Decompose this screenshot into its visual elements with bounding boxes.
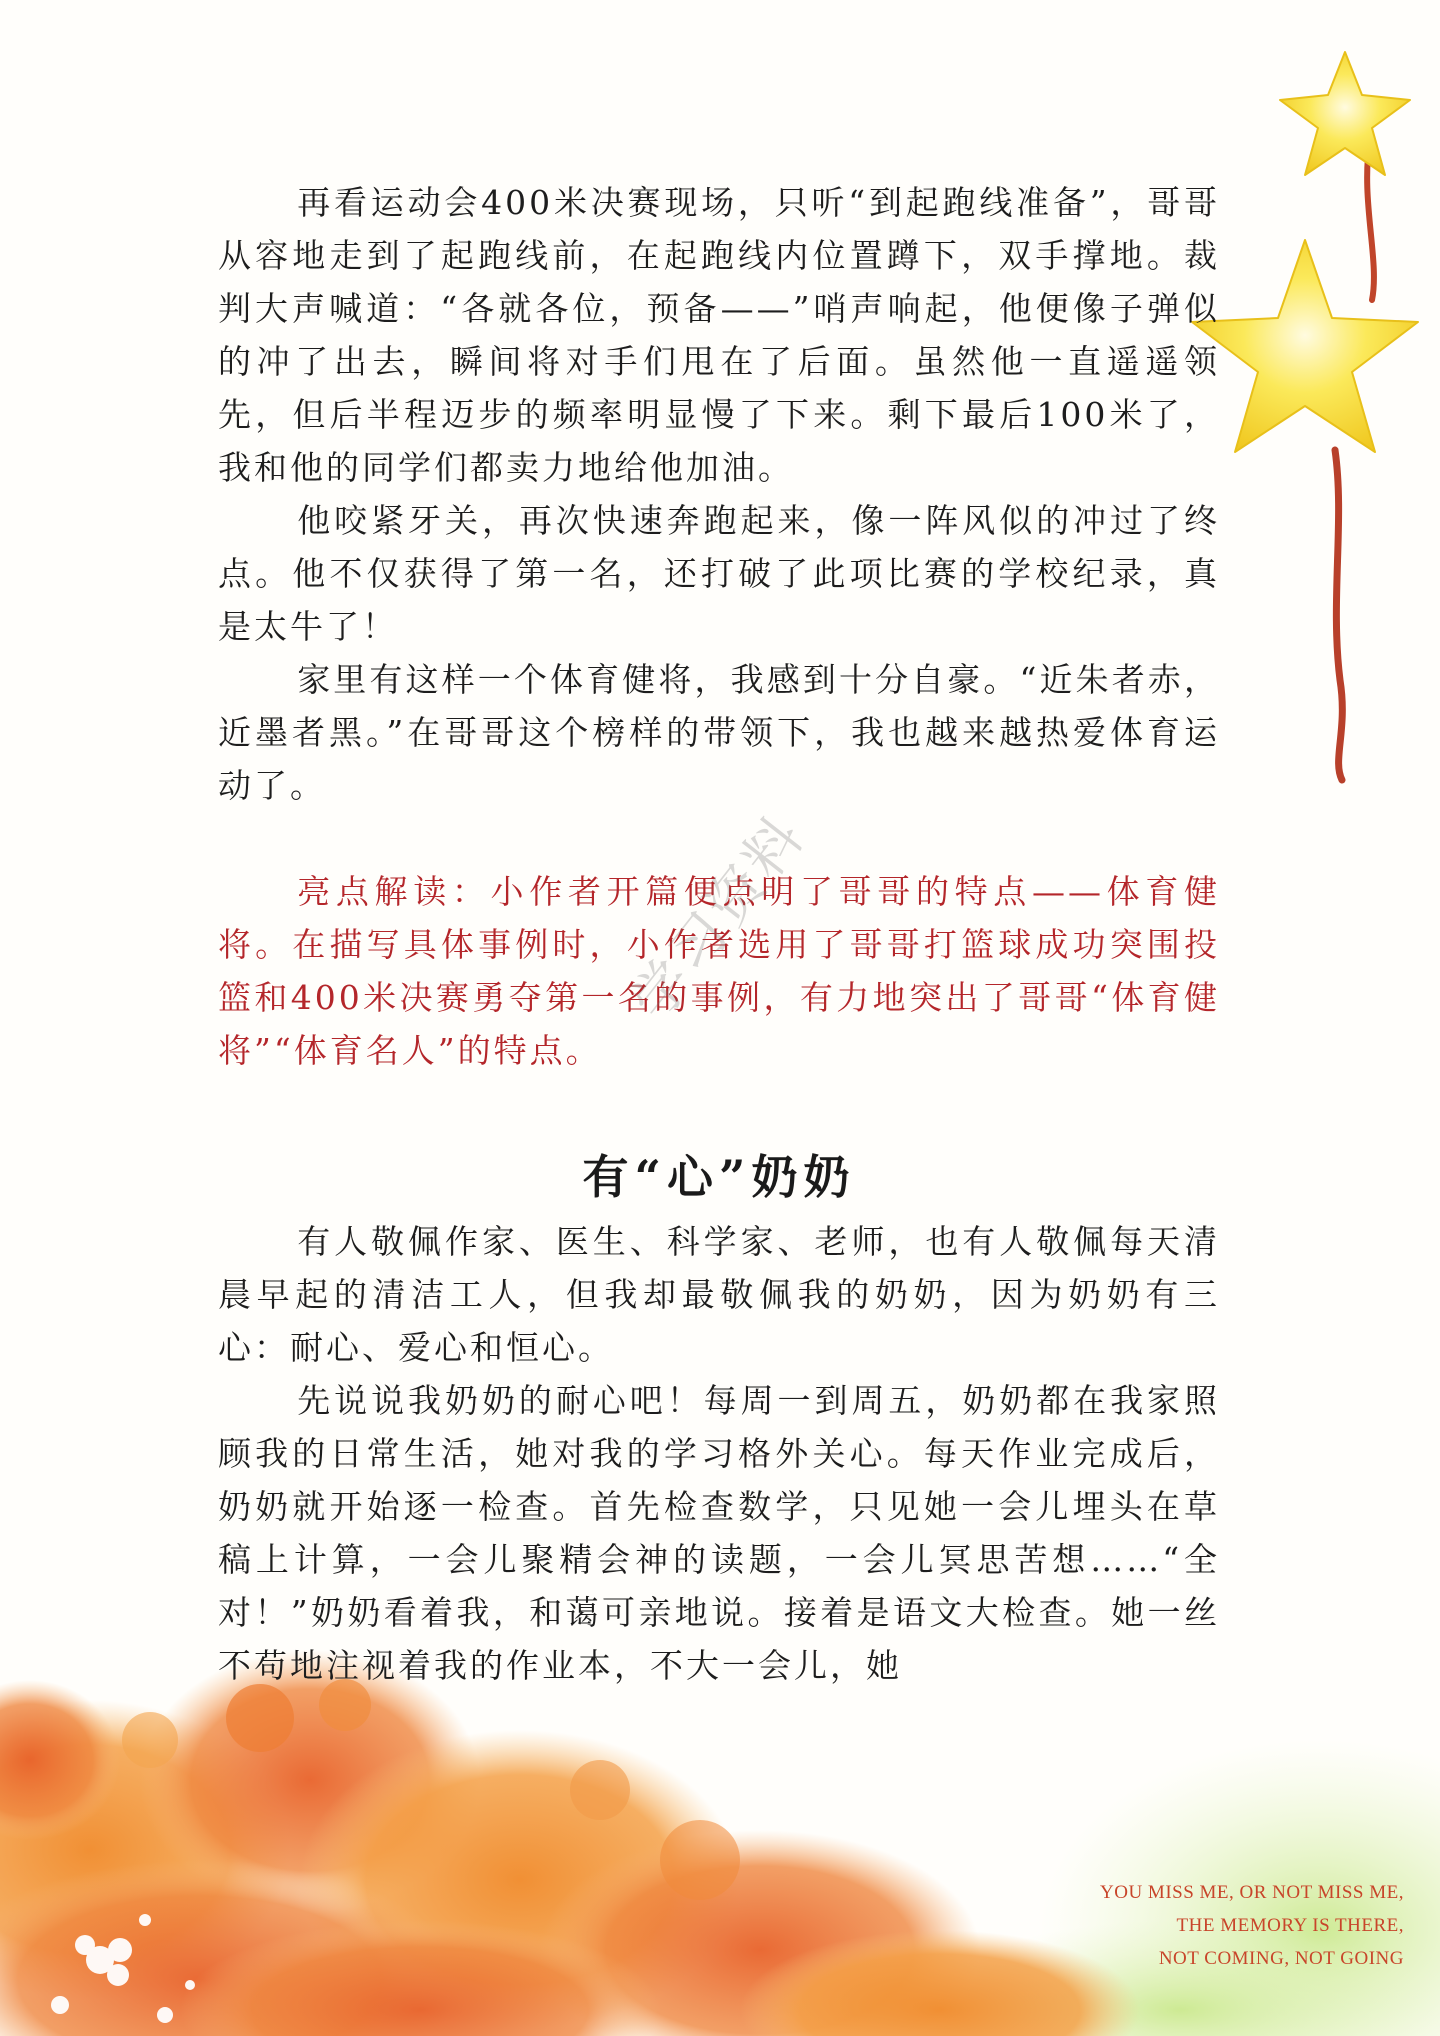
body-paragraph: 先说说我奶奶的耐心吧！每周一到周五，奶奶都在我家照顾我的日常生活，她对我的学习格外关心。每天作业完成后，奶奶就开始逐一检查。首先检查数学，只见她一会儿埋头在草稿上计算，一会儿聚精会神的读题，一会儿冥思苦想……“全对！”奶奶看着我，和蔼可亲地说。接着是语文大检查。她一丝不苟地注视着我的作业本，不大一会儿，她: [218, 1381, 1220, 1685]
slogan-line: THE MEMORY IS THERE,: [1176, 1915, 1404, 1936]
yellow-star-icon: [1192, 240, 1418, 452]
body-paragraph: 有人敬佩作家、医生、科学家、老师，也有人敬佩每天清晨早起的清洁工人，但我却最敬佩我的奶奶，因为奶奶有三心：耐心、爱心和恒心。: [218, 1222, 1220, 1367]
slogan-line: NOT COMING, NOT GOING: [1158, 1948, 1404, 1969]
red-stem: [1335, 450, 1342, 780]
yellow-star-icon: [1280, 52, 1410, 175]
body-paragraph: 他咬紧牙关，再次快速奔跑起来，像一阵风似的冲过了终点。他不仅获得了第一名，还打破了此项比赛的学校纪录，真是太牛了！: [218, 501, 1220, 646]
english-slogan: [1100, 1876, 1404, 1975]
slogan-line: YOU MISS ME, OR NOT MISS ME,: [1100, 1882, 1404, 1903]
body-paragraph: 家里有这样一个体育健将，我感到十分自豪。“近朱者赤，近墨者黑。”在哥哥这个榜样的带领下，我也越来越热爱体育运动了。: [218, 660, 1220, 805]
essay-title: 有“心”奶奶: [582, 1150, 856, 1204]
watermark: 学习资料: [619, 803, 819, 1033]
highlight-commentary: 亮点解读：小作者开篇便点明了哥哥的特点——体育健将。在描写具体事例时，小作者选用了哥哥打篮球成功突围投篮和400米决赛勇夺第一名的事例，有力地突出了哥哥“体育健将”“体育名人”的特点。: [218, 872, 1220, 1070]
body-paragraph: 再看运动会400米决赛现场，只听“到起跑线准备”，哥哥从容地走到了起跑线前，在起跑线内位置蹲下，双手撑地。裁判大声喊道：“各就各位，预备——”哨声响起，他便像子弹似的冲了出去，瞬间将对手们甩在了后面。虽然他一直遥遥领先，但后半程迈步的频率明显慢了下来。剩下最后100米了，我和他的同学们都卖力地给他加油。: [218, 183, 1220, 487]
orange-watercolor-clouds: [0, 1650, 1140, 2036]
